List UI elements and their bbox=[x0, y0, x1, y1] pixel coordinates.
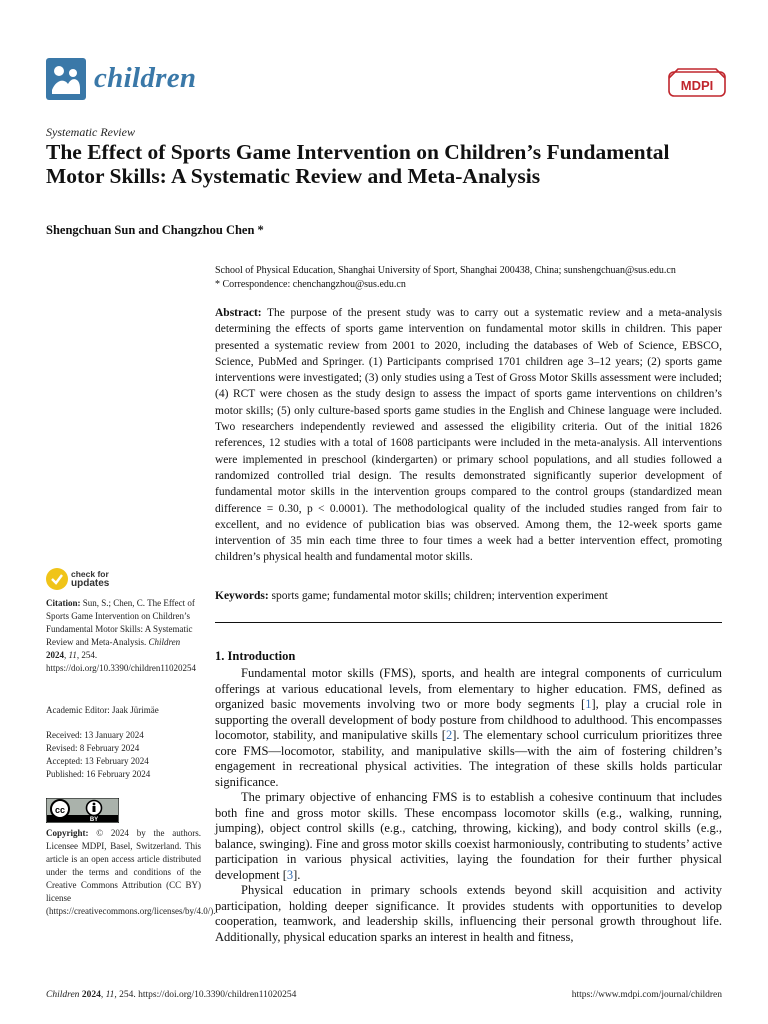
footer-year: 2024 bbox=[81, 990, 101, 1000]
text-run: Fundamental motor skills (FMS), sports, and health are integral components of curriculum offerings at various educational levels, from elementary to higher education. FMS, defined as organized basic movements involving two or more body segments [ bbox=[215, 666, 722, 711]
check-for-updates-button[interactable] bbox=[46, 568, 126, 594]
citation-block: Citation: Sun, S.; Chen, C. The Effect of Sports Game Intervention on Children’s Fundamental Motor Skills: A Systematic Review and Meta-Analysis. Children 2024, 11, 254. https://doi.org/10.3390/children11020254 bbox=[46, 598, 196, 673]
text-run: ], play a crucial role in supporting the overall development of body posture from childhood to adulthood. This encompasses locomotor, stability, and manipulative skills [ bbox=[215, 697, 722, 742]
keywords-label: Keywords: bbox=[215, 590, 269, 602]
paragraph bbox=[215, 666, 722, 790]
citation-link[interactable]: 3 bbox=[286, 867, 294, 882]
correspondence: * Correspondence: chenchangzhou@sus.edu.cn bbox=[215, 279, 406, 290]
published-date: Published: 16 February 2024 bbox=[46, 769, 151, 779]
mdpi-logo-icon bbox=[668, 68, 726, 98]
citation-text: Sun, S.; Chen, C. The Effect of Sports Game Intervention on Children’s Fundamental Motor Skills: A Systematic Review and Meta-Analysis. bbox=[46, 598, 195, 647]
affiliation: School of Physical Education, Shanghai University of Sport, Shanghai 200438, China; sunshengchuan@sus.edu.cn bbox=[215, 265, 676, 276]
check-updates-label bbox=[71, 570, 109, 588]
page-header bbox=[46, 58, 726, 108]
article-type: Systematic Review bbox=[46, 125, 135, 139]
check-updates-icon bbox=[46, 568, 68, 590]
svg-text:cc: cc bbox=[54, 805, 66, 815]
footer-volume: 11 bbox=[105, 990, 115, 1000]
copyright-text: © 2024 by the authors. Licensee MDPI, Basel, Switzerland. This article is an open access article distributed under the terms and conditions of the Creative Commons Attribution (CC BY) license (https://creativecommons.org/licenses/by/4.0/). bbox=[46, 828, 216, 916]
svg-text:BY: BY bbox=[89, 817, 99, 823]
academic-editor: Academic Editor: Jaak Jürimäe bbox=[46, 705, 159, 715]
footer-journal-url[interactable]: https://www.mdpi.com/journal/children bbox=[571, 990, 722, 1000]
citation-journal: Children bbox=[148, 637, 181, 647]
citation-link[interactable]: 1 bbox=[585, 697, 592, 711]
check-updates-line2: updates bbox=[71, 578, 110, 589]
article-title: The Effect of Sports Game Intervention on Children’s Fundamental Motor Skills: A Systematic Review and Meta-Analysis bbox=[46, 140, 670, 188]
check-updates-line1: check for bbox=[71, 569, 109, 579]
article-authors: Shengchuan Sun and Changzhou Chen * bbox=[46, 223, 264, 237]
keywords-text: sports game; fundamental motor skills; children; intervention experiment bbox=[271, 590, 608, 602]
section-divider bbox=[215, 622, 722, 623]
citation-label: Citation: bbox=[46, 598, 81, 608]
paragraph: Physical education in primary schools extends beyond skill acquisition and activity participation, holding deeper significance. It provides students with opportunities to develop cooperation, teamwork, and leadership skills, influencing their personal growth throughout life. Additionally, physical education sparks an interest in health and fitness, bbox=[215, 883, 722, 944]
revised-date: Revised: 8 February 2024 bbox=[46, 743, 140, 753]
affiliation-block bbox=[215, 264, 735, 292]
citation-volume: 11 bbox=[68, 650, 77, 660]
children-journal-logo-icon bbox=[46, 58, 86, 100]
introduction-body bbox=[215, 666, 722, 945]
text-run: ]. bbox=[293, 867, 301, 882]
text-run: ]. The elementary school curriculum prioritizes three core FMS—locomotor, stability, and manipulative skills—with the aim of fostering children’s engagement in recreational physical activities. The integration of these skills holds particular significance. bbox=[215, 728, 723, 789]
copyright-block bbox=[46, 827, 216, 918]
abstract-text: The purpose of the present study was to carry out a systematic review and a meta-analysis determining the effects of sports game intervention on fundamental motor skills in children. This paper presented a systematic review from 2001 to 2020, including the databases of Web of Science, EBSCO, Science, PubMed and Springer. (1) Participants comprised 1701 children age 3–12 years; (2) sports game interventions were investigated; (3) only studies using a Test of Gross Motor Skills assessment were included; (4) RCT were chosen as the study design to assess the impact of sports game interventions on children’s motor skills; (5) only culture-based sports game studies in the English and Chinese language were included. Two researchers independently reviewed and assessed the eligibility criteria. Out of the initial 1826 references, 12 studies with a total of 1608 participants were included in the meta-analysis. All interventions were implemented in preschool (kindergarten) or primary school populations, and all studies followed a randomized controlled trial design. The results demonstrated significantly superior development of fundamental motor skills in the intervention groups compared to the control groups (standardized mean difference = 0.30, p < 0.0001). The methodological quality of the included studies ranged from fair to excellent, and no evidence of publication bias was observed. Among them, the 12-week sports game intervention of 35 min each time three to four times a week had a better intervention effect, promoting children’s physical health and fundamental motor skills. bbox=[215, 307, 722, 564]
abstract-label: Abstract: bbox=[215, 307, 262, 319]
paragraph bbox=[215, 790, 722, 883]
abstract bbox=[215, 305, 722, 566]
keywords bbox=[215, 588, 722, 604]
svg-text:MDPI: MDPI bbox=[680, 78, 714, 93]
copyright-label: Copyright: bbox=[46, 828, 89, 838]
text-run: The primary objective of enhancing FMS is to establish a cohesive continuum that includes both fine and gross motor skills. These encompass locomotor skills (e.g., walking, running, jumping), object control skills (e.g., catching, throwing, kicking), and body control skills (e.g., balance, swinging). Fine and gross motor skills coexist harmoniously, contributing to students’ active participation in various physical activities, laying the foundation for their further physical development [ bbox=[215, 790, 722, 882]
footer-citation: Children 2024, 11, 254. https://doi.org/10.3390/children11020254 bbox=[46, 990, 297, 1000]
received-date: Received: 13 January 2024 bbox=[46, 730, 144, 740]
citation-year: 2024 bbox=[46, 650, 64, 660]
citation-doi[interactable]: , 254. https://doi.org/10.3390/children11020254 bbox=[46, 650, 196, 673]
dates-block bbox=[46, 729, 201, 781]
footer-journal: Children bbox=[46, 990, 80, 1000]
citation-link[interactable]: 2 bbox=[445, 728, 453, 742]
section-heading-introduction: 1. Introduction bbox=[215, 649, 296, 663]
accepted-date: Accepted: 13 February 2024 bbox=[46, 756, 149, 766]
footer-doi[interactable]: , 254. https://doi.org/10.3390/children11020254 bbox=[114, 990, 297, 1000]
cc-by-license-icon[interactable] bbox=[46, 798, 119, 823]
journal-name: children bbox=[94, 62, 197, 94]
